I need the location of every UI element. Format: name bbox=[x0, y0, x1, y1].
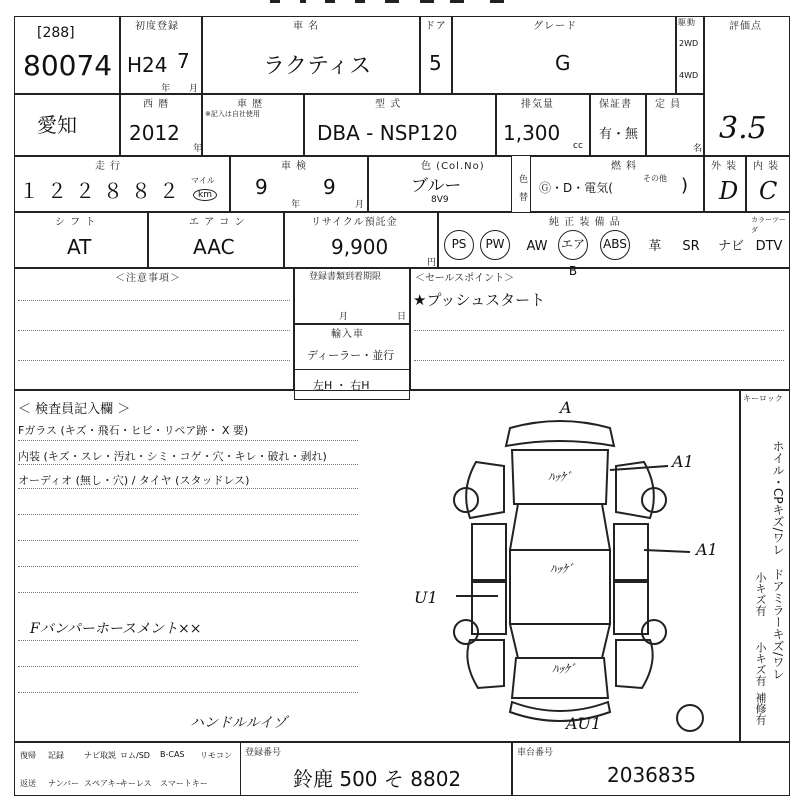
first-reg-year-unit: 年 bbox=[161, 84, 171, 94]
car-name-cell bbox=[202, 16, 420, 94]
notes-label: ＜注意事項＞ bbox=[115, 269, 181, 284]
model-year-value: 2012 bbox=[129, 121, 180, 145]
interior-value: C bbox=[759, 177, 778, 205]
sales-point-label: ＜セールスポイント＞ bbox=[415, 269, 514, 284]
mark-fr-fender: A1 bbox=[672, 452, 694, 471]
fuel-close: ) bbox=[681, 175, 689, 196]
grade-label: グレード bbox=[533, 17, 577, 32]
import-label: 輸入車 bbox=[331, 325, 364, 340]
first-reg-month-unit: 月 bbox=[189, 84, 199, 94]
equipment-item: 革 bbox=[648, 239, 662, 254]
recycle-label: リサイクル預託金 bbox=[311, 213, 398, 228]
sales-point-cell bbox=[410, 268, 790, 390]
mark-front: A bbox=[560, 398, 572, 417]
inspector-label: ＜ 検査員記入欄 ＞ bbox=[18, 402, 131, 417]
bottom-label-2: スマートキー bbox=[160, 779, 208, 788]
capacity-cell bbox=[646, 94, 704, 156]
drive-2wd: 2WD bbox=[679, 39, 699, 48]
car-name-value: ラクティス bbox=[263, 54, 372, 79]
equipment-item: PW bbox=[480, 230, 510, 260]
inspector-dotline bbox=[18, 566, 358, 567]
inspection-year-unit: 年 bbox=[291, 200, 301, 210]
chassis-label: 車台番号 bbox=[517, 745, 553, 758]
rear-window-shape bbox=[510, 624, 610, 658]
chassis-value: 2036835 bbox=[607, 763, 697, 787]
equipment-item: PS bbox=[444, 230, 474, 260]
shaken-note: ※記入は自社使用 bbox=[205, 110, 260, 118]
inspection-month: 9 bbox=[323, 175, 336, 199]
bottom-label: ナビ取説 bbox=[84, 751, 116, 760]
inspector-dotline bbox=[18, 514, 358, 515]
exterior-cell bbox=[704, 156, 746, 212]
bottom-label: 復帰 bbox=[20, 751, 36, 760]
plate-label: 登録番号 bbox=[245, 745, 281, 758]
notes-cell bbox=[14, 268, 294, 390]
plate-value: 鈴鹿 500 そ 8802 bbox=[293, 767, 462, 791]
recycle-unit: 円 bbox=[427, 258, 437, 268]
first-reg-month: 7 bbox=[177, 49, 190, 73]
equipment-extra-label: カラーツーダ bbox=[751, 215, 789, 235]
inspector-line3: オーディオ (無し・穴) / タイヤ (スタッドレス) bbox=[18, 474, 250, 487]
notes-dotline bbox=[18, 330, 290, 331]
model-year-label: 西 暦 bbox=[143, 95, 169, 110]
sales-dotline bbox=[414, 360, 784, 361]
interior-label: 内 装 bbox=[753, 157, 779, 172]
import-handle: 左H ・ 右H bbox=[313, 379, 370, 392]
region-cell bbox=[14, 94, 120, 156]
drive-cell bbox=[676, 16, 704, 94]
inspector-line2: 内装 (キズ・スレ・汚れ・シミ・コゲ・穴・キレ・破れ・剥れ) bbox=[18, 450, 327, 463]
left-rear-fender bbox=[467, 640, 504, 688]
inspector-dotline bbox=[18, 666, 358, 667]
r-door-leader bbox=[644, 550, 690, 552]
fuel-other: その他 bbox=[643, 174, 667, 183]
bottom-label-2: ナンバー bbox=[48, 779, 80, 788]
inspector-dotline bbox=[18, 540, 358, 541]
first-reg-cell bbox=[120, 16, 202, 94]
inspector-handwritten2: ハンドルルイゾ bbox=[190, 715, 287, 731]
inspector-line1: Fガラス (キズ・飛石・ヒビ・リペア跡・ X 要) bbox=[18, 424, 249, 437]
mark-r-door: A1 bbox=[696, 540, 718, 559]
equipment-item: SR bbox=[682, 239, 700, 254]
registration-day: 日 bbox=[397, 312, 407, 322]
key-text4: 小キズ有 bbox=[754, 642, 767, 686]
key-text2: ドアミラーキズ/ワレ bbox=[771, 568, 785, 681]
key-text5: 補修有 bbox=[754, 692, 767, 725]
equipment-item: エアB bbox=[558, 230, 588, 260]
bottom-label: B-CAS bbox=[160, 750, 185, 759]
inspector-dotline bbox=[18, 464, 358, 465]
left-rear-wheel bbox=[454, 620, 478, 644]
aircon-label: エ ア コ ン bbox=[189, 213, 246, 228]
exterior-label: 外 装 bbox=[711, 157, 737, 172]
mark-bonnet: ﾊｯｹﾞ bbox=[548, 470, 573, 484]
left-front-door bbox=[472, 524, 506, 580]
notes-dotline bbox=[18, 360, 290, 361]
sales-point-value: ★プッシュスタート bbox=[413, 291, 546, 309]
key-text3: 小キズ有 bbox=[754, 572, 767, 616]
mark-l-door: U1 bbox=[414, 588, 438, 607]
registration-cell bbox=[294, 268, 410, 324]
chassis-cell bbox=[512, 742, 790, 796]
model-label: 型 式 bbox=[375, 95, 401, 110]
bottom-label: ロム/SD bbox=[120, 751, 150, 760]
warranty-value: 有・無 bbox=[599, 127, 639, 142]
grade-value: G bbox=[555, 51, 571, 75]
aircon-cell bbox=[148, 212, 284, 268]
right-rear-wheel bbox=[642, 620, 666, 644]
recycle-value: 9,900 bbox=[331, 235, 389, 259]
inspection-month-unit: 月 bbox=[355, 200, 365, 210]
score-label: 評価点 bbox=[729, 17, 762, 32]
right-rear-fender bbox=[616, 640, 653, 688]
inspection-year: 9 bbox=[255, 175, 268, 199]
model-cell bbox=[304, 94, 496, 156]
displacement-cell bbox=[496, 94, 590, 156]
bottom-label: リモコン bbox=[200, 751, 232, 760]
spare-wheel bbox=[677, 705, 703, 731]
grade-cell bbox=[452, 16, 676, 94]
fuel-value: Ⓖ・D・電気( bbox=[539, 181, 613, 195]
recycle-cell bbox=[284, 212, 438, 268]
inspector-dotline bbox=[18, 440, 358, 441]
registration-month: 月 bbox=[339, 312, 349, 322]
warranty-label: 保証書 bbox=[599, 95, 632, 110]
model-year-unit: 年 bbox=[193, 144, 203, 154]
capacity-unit: 名 bbox=[693, 144, 703, 154]
displacement-label: 排気量 bbox=[521, 95, 554, 110]
model-year-cell bbox=[120, 94, 202, 156]
region-value: 愛知 bbox=[37, 113, 77, 137]
registration-label: 登録書類到着期限 bbox=[309, 269, 381, 282]
warranty-cell bbox=[590, 94, 646, 156]
shaken-cell bbox=[202, 94, 304, 156]
fuel-cell bbox=[530, 156, 704, 212]
inspector-dotline bbox=[18, 592, 358, 593]
color-code: 8V9 bbox=[431, 195, 449, 205]
equipment-item: DTV bbox=[755, 239, 783, 254]
mileage-unit-km: km bbox=[193, 189, 217, 201]
model-value: DBA - NSP120 bbox=[317, 121, 458, 145]
sales-dotline bbox=[414, 330, 784, 331]
mileage-unit-mile: マイル bbox=[191, 176, 215, 185]
bottom-label-2: スペアキー bbox=[84, 779, 124, 788]
right-front-door bbox=[614, 524, 648, 580]
inspector-handwritten1: Fバンパーホースメント×× bbox=[30, 621, 202, 637]
shift-value: AT bbox=[67, 235, 92, 259]
mark-roof: ﾊｯｹﾞ bbox=[550, 562, 575, 576]
lot-number: 80074 bbox=[23, 49, 113, 82]
key-text1: ホイル・CPキズ/ワレ bbox=[771, 440, 785, 556]
color-label: 色 (Col.No) bbox=[421, 157, 485, 172]
doors-label: ドア bbox=[425, 17, 447, 32]
plate-cell bbox=[240, 742, 512, 796]
import-divider bbox=[295, 369, 409, 370]
lot-prefix: [288] bbox=[37, 25, 75, 41]
front-bumper-shape bbox=[506, 421, 614, 446]
car-name-label: 車 名 bbox=[293, 17, 319, 32]
notes-dotline bbox=[18, 300, 290, 301]
equipment-label: 純 正 装 備 品 bbox=[549, 213, 621, 228]
score-cell bbox=[704, 16, 790, 156]
shaken-label: 車 歴 bbox=[237, 95, 263, 110]
bottom-label-2: キーレス bbox=[120, 779, 152, 788]
mark-trunk: ﾊｯｹﾞ bbox=[552, 662, 577, 676]
score-value: 3.5 bbox=[719, 111, 767, 146]
fuel-label: 燃 料 bbox=[611, 157, 637, 172]
shift-cell bbox=[14, 212, 148, 268]
import-value: ディーラー・並行 bbox=[307, 349, 395, 362]
capacity-label: 定 員 bbox=[655, 95, 681, 110]
shift-label: シ フ ト bbox=[55, 213, 96, 228]
color-cell bbox=[368, 156, 529, 212]
bottom-label-2: 返送 bbox=[20, 779, 36, 788]
inspector-dotline bbox=[18, 692, 358, 693]
aircon-value: AAC bbox=[193, 235, 235, 259]
displacement-value: 1,300 bbox=[503, 121, 561, 145]
mileage-label: 走 行 bbox=[95, 157, 121, 172]
inspector-dotline bbox=[18, 640, 358, 641]
first-reg-era: H24 bbox=[127, 53, 168, 77]
equipment-item: ABS bbox=[600, 230, 630, 260]
first-reg-label: 初度登録 bbox=[135, 17, 179, 32]
doors-cell bbox=[420, 16, 452, 94]
exterior-value: D bbox=[719, 177, 739, 205]
equipment-item: AW bbox=[526, 239, 548, 254]
equipment-item: ナビ bbox=[717, 239, 744, 254]
windshield-shape bbox=[510, 504, 610, 550]
import-cell bbox=[294, 324, 410, 400]
lot-cell bbox=[14, 16, 120, 94]
interior-cell bbox=[746, 156, 790, 212]
inspection-cell bbox=[230, 156, 368, 212]
drive-4wd: 4WD bbox=[679, 71, 699, 80]
mark-rear: AU1 bbox=[566, 714, 602, 733]
key-label: キーロック bbox=[743, 394, 783, 403]
color-value: ブルー bbox=[411, 176, 462, 196]
drive-label: 駆動 bbox=[678, 18, 696, 27]
header-strip bbox=[240, 0, 560, 4]
doors-value: 5 bbox=[429, 51, 442, 75]
mileage-digits: １２２８８２ bbox=[19, 179, 187, 203]
inspection-label: 車 検 bbox=[281, 157, 307, 172]
displacement-unit: cc bbox=[573, 141, 583, 151]
mileage-cell bbox=[14, 156, 230, 212]
bottom-label: 記録 bbox=[48, 751, 64, 760]
inspector-dotline bbox=[18, 488, 358, 489]
color-swap-label: 色替 bbox=[519, 175, 529, 203]
